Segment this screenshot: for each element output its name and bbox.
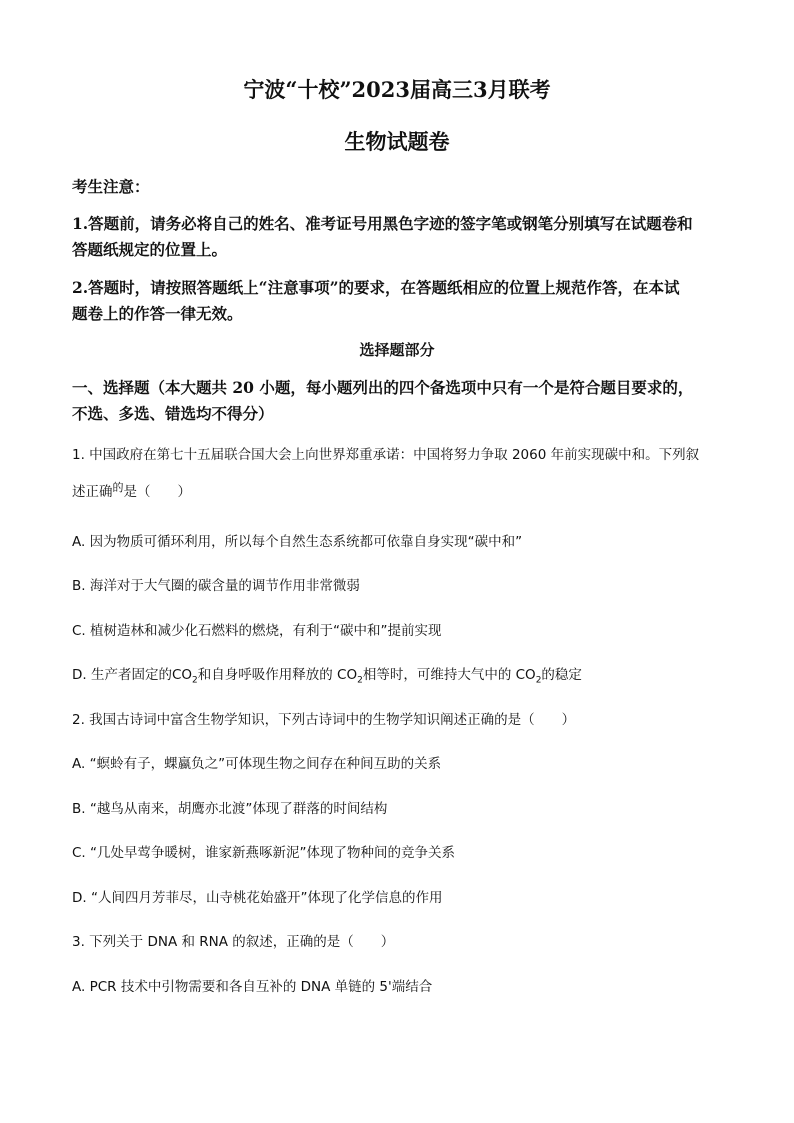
q1-d-part-2: 和自身呼吸作用释放的 CO: [197, 667, 358, 683]
q3-option-a: A. PCR 技术中引物需要和各自互补的 DNA 单链的 5'端结合: [72, 979, 433, 995]
q2-stem: 2. 我国古诗词中富含生物学知识，下列古诗词中的生物学知识阐述正确的是（ ）: [72, 712, 576, 728]
q1-option-b: B. 海洋对于大气圈的碳含量的调节作用非常微弱: [72, 578, 360, 594]
note-1-line-2: 答题纸规定的位置上。: [72, 240, 228, 259]
q3-stem: 3. 下列关于 DNA 和 RNA 的叙述，正确的是（ ）: [72, 934, 395, 950]
q1-option-a: A. 因为物质可循环利用，所以每个自然生态系统都可依靠自身实现“碳中和”: [72, 534, 523, 550]
section-heading-line-1: 一、选择题（本大题共 20 小题，每小题列出的四个备选项中只有一个是符合题目要求的，: [72, 378, 694, 397]
section-heading-line-2: 不选、多选、错选均不得分）: [72, 404, 274, 423]
note-2-line-1: 2.答题时，请按照答题纸上“注意事项”的要求，在答题纸相应的位置上规范作答，在本试: [72, 278, 680, 297]
q1-d-sub-2: 2: [357, 675, 363, 686]
q2-option-c: C. “几处早莺争暖树，谁家新燕啄新泥”体现了物种间的竞争关系: [72, 845, 455, 861]
q1-option-c: C. 植树造林和减少化石燃料的燃烧，有利于“碳中和”提前实现: [72, 623, 442, 639]
q2-option-d: D. “人间四月芳菲尽，山寺桃花始盛开”体现了化学信息的作用: [72, 890, 443, 906]
exam-title: 宁波“十校”2023届高三3月联考: [243, 77, 551, 102]
q1-d-sub-3: 2: [535, 675, 542, 686]
q1-d-part-3: 相等时，可维持大气中的 CO: [362, 667, 536, 683]
exam-subtitle: 生物试题卷: [344, 129, 450, 154]
note-1-line-1: 1.答题前，请务必将自己的姓名、准考证号用黑色字迹的签字笔或钢笔分别填写在试题卷和: [72, 214, 693, 233]
q1-stem-line-1: 1. 中国政府在第七十五届联合国大会上向世界郑重承诺：中国将努力争取 2060 年前实现碳中和。下列叙: [72, 447, 700, 463]
section-label: 选择题部分: [359, 341, 435, 359]
q2-option-b: B. “越鸟从南来，胡鹰亦北渡”体现了群落的时间结构: [72, 801, 388, 817]
q1-d-sub-1: 2: [192, 675, 198, 686]
q2-option-a: A. “螟蛉有子，蜾蠃负之”可体现生物之间存在种间互助的关系: [72, 756, 442, 772]
q1-stem-line-2: [72, 480, 722, 500]
q1-d-part-4: 的稳定: [541, 667, 582, 683]
q1-option-d: [72, 663, 722, 686]
notes-heading: 考生注意：: [72, 177, 150, 196]
q1-stem-part-a: 述正确: [72, 484, 113, 500]
note-2-line-2: 题卷上的作答一律无效。: [72, 304, 243, 323]
q1-stem-part-de: 的: [112, 481, 124, 494]
q1-d-part-1: D. 生产者固定的CO: [72, 667, 193, 683]
q1-stem-part-b: 是（ ）: [123, 484, 191, 500]
